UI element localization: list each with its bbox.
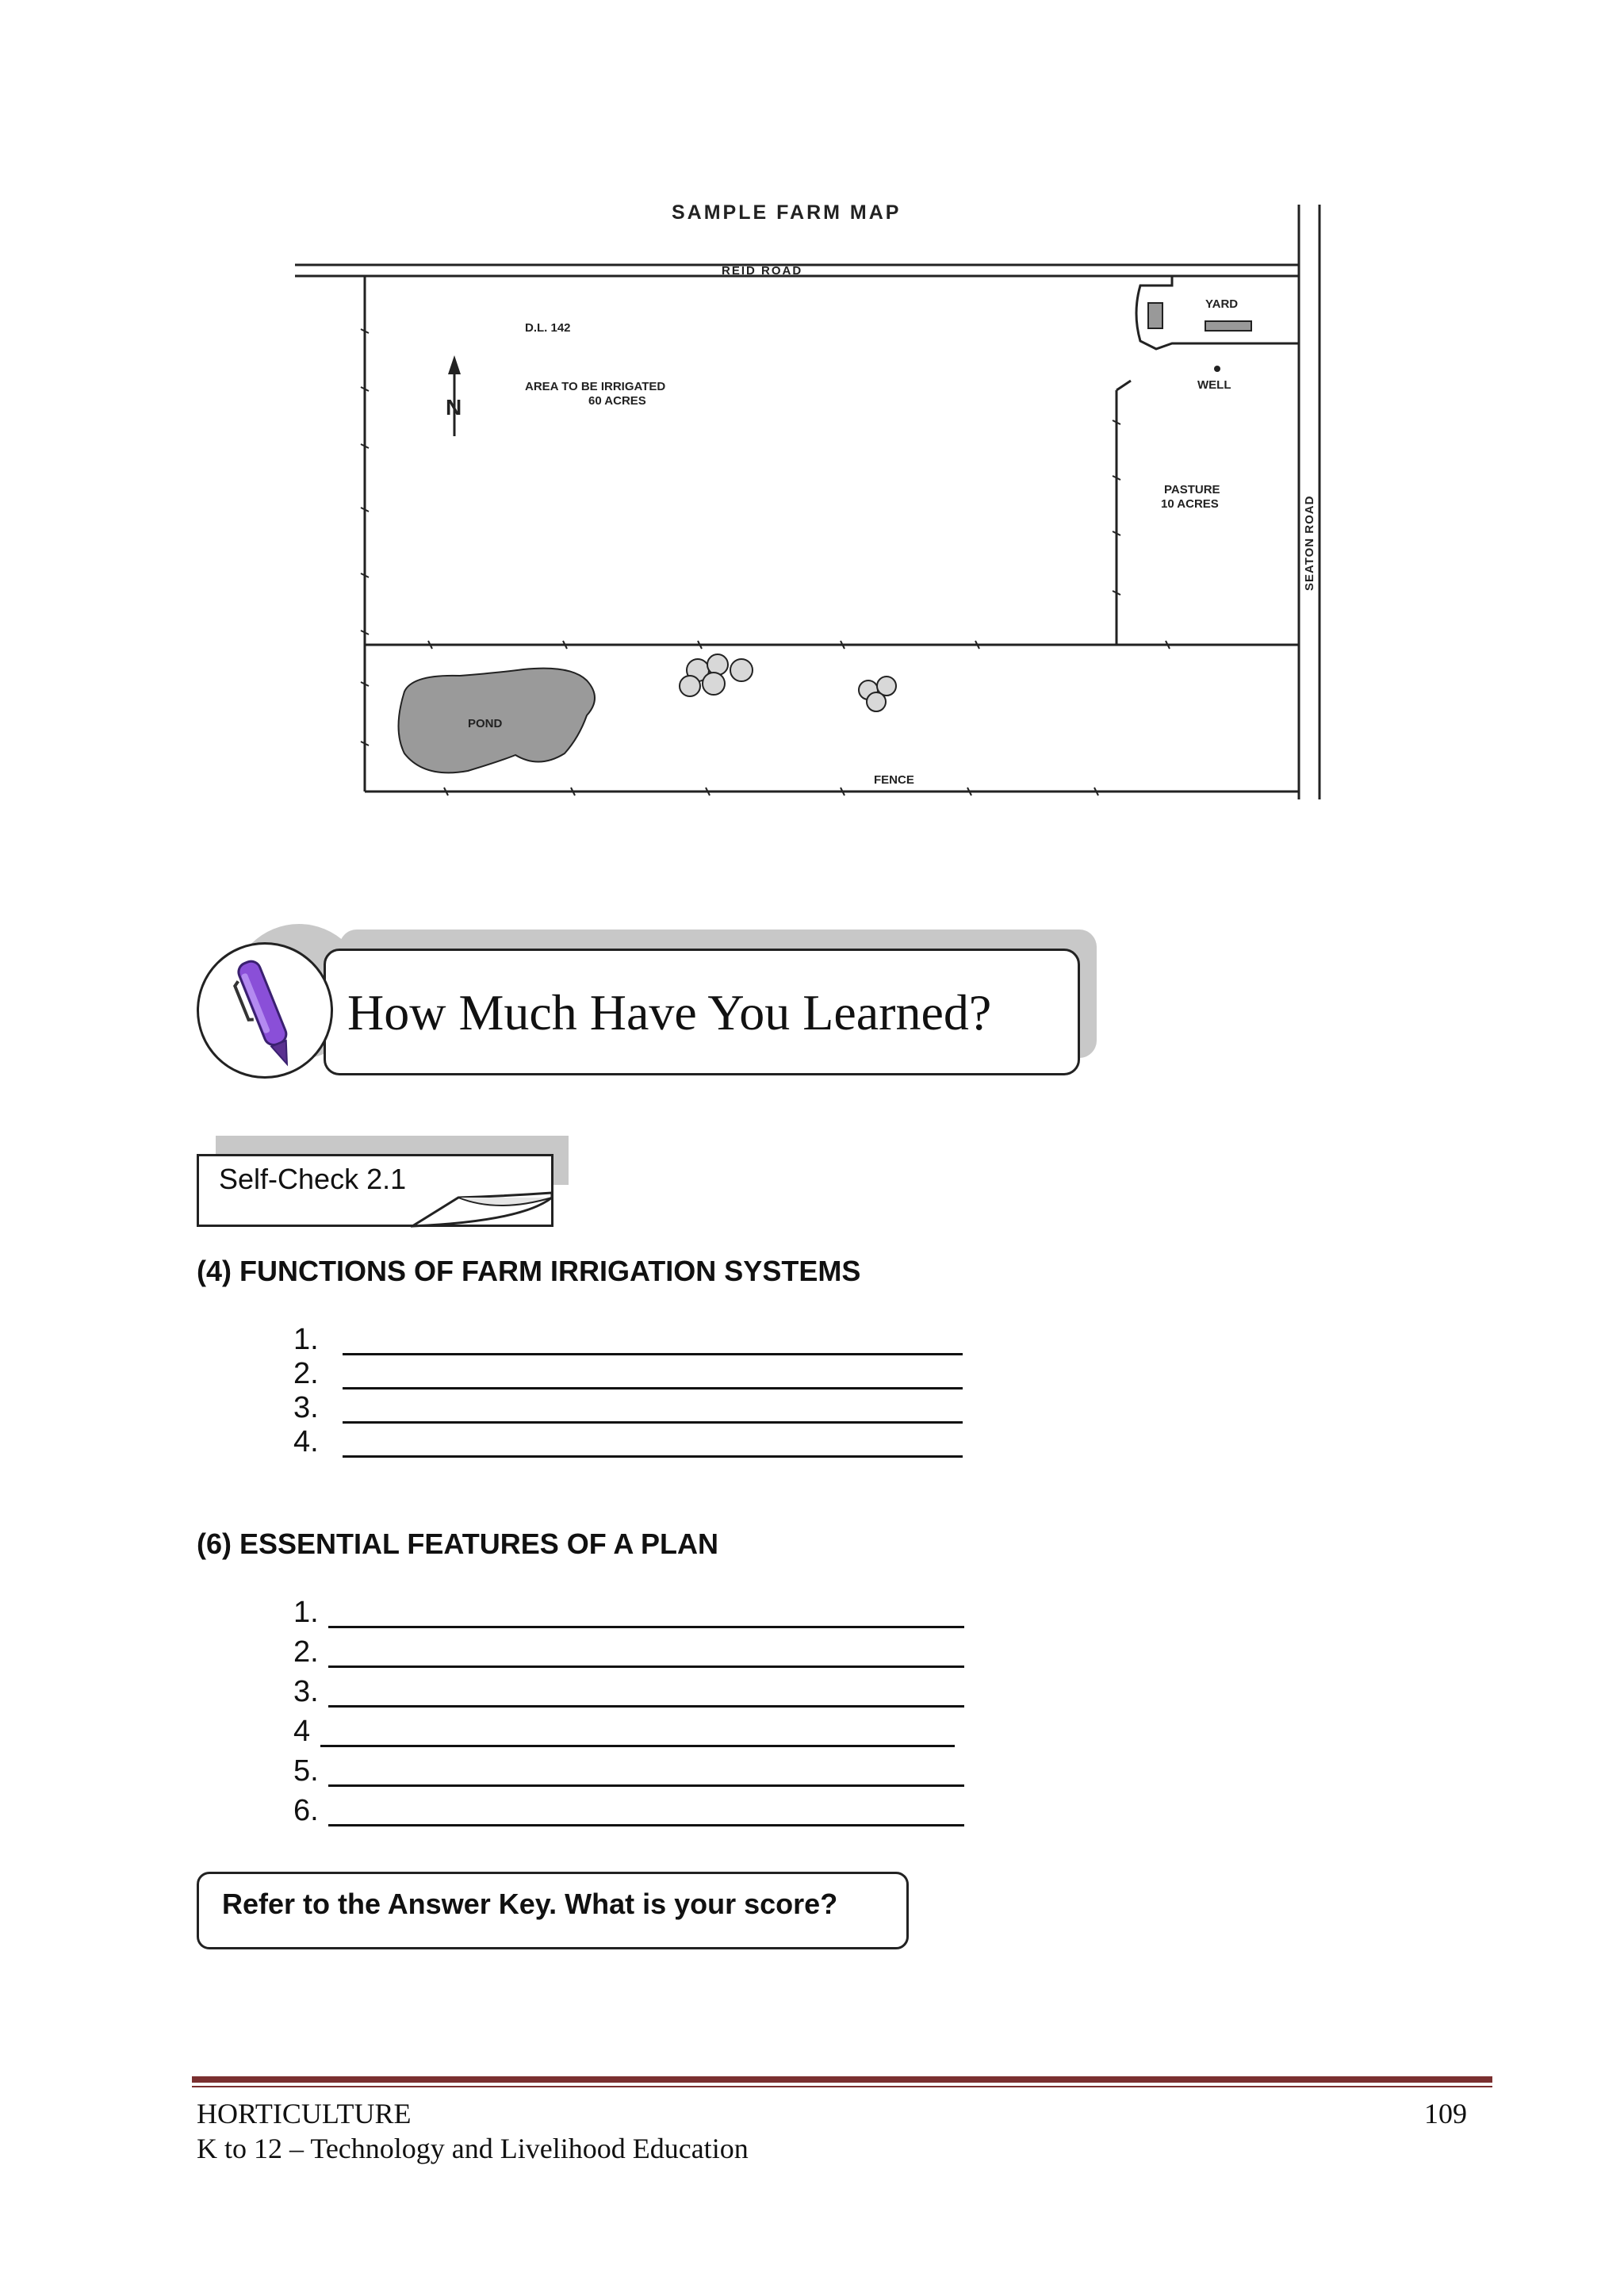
- section2-answer-line[interactable]: [328, 1705, 964, 1708]
- pond-label: POND: [468, 717, 503, 730]
- lot-label: D.L. 142: [525, 321, 571, 335]
- reid-road-label: REID ROAD: [722, 264, 803, 278]
- seaton-road-label: SEATON ROAD: [1303, 495, 1316, 591]
- north-arrow-icon: [446, 355, 462, 436]
- section2-item-number: 1.: [293, 1596, 319, 1629]
- footer-rule-thin: [192, 2086, 1492, 2087]
- pen-icon: [199, 945, 332, 1078]
- section2-item-number: 5.: [293, 1754, 319, 1788]
- section2-heading: (6) ESSENTIAL FEATURES OF A PLAN: [197, 1527, 719, 1560]
- farm-map: [285, 182, 1340, 817]
- section2-answer-line[interactable]: [328, 1626, 964, 1628]
- section2-answer-line[interactable]: [320, 1745, 955, 1747]
- section2-answer-line[interactable]: [328, 1665, 964, 1668]
- page-number: 109: [1424, 2098, 1467, 2129]
- section1-item-number: 4.: [293, 1425, 319, 1458]
- page-curl-icon: [411, 1190, 555, 1229]
- footer-course: K to 12 – Technology and Livelihood Education: [197, 2133, 749, 2164]
- well-marker: [1214, 366, 1220, 372]
- section2-item-number: 3.: [293, 1675, 319, 1708]
- well-label: WELL: [1197, 378, 1231, 392]
- pasture-label-line2: 10 ACRES: [1161, 497, 1219, 511]
- yard-label: YARD: [1205, 297, 1239, 311]
- section2-item-number: 2.: [293, 1635, 319, 1669]
- section2-answer-line[interactable]: [328, 1784, 964, 1787]
- section1-answer-line[interactable]: [343, 1353, 963, 1355]
- section1-answer-line[interactable]: [343, 1455, 963, 1458]
- section2-answer-line[interactable]: [328, 1824, 964, 1826]
- section1-item-number: 1.: [293, 1323, 319, 1356]
- section2-item-number: 6.: [293, 1794, 319, 1827]
- banner-title: How Much Have You Learned?: [347, 984, 992, 1041]
- footer-rule: [192, 2076, 1492, 2083]
- area-label-line2: 60 ACRES: [588, 394, 646, 408]
- answer-key-prompt: Refer to the Answer Key. What is your score?: [222, 1888, 838, 1920]
- section2-item-number: 4: [293, 1715, 311, 1748]
- fence-label: FENCE: [874, 773, 914, 787]
- trees-icon: [680, 654, 896, 711]
- north-label: N: [446, 395, 462, 420]
- self-check-label: Self-Check 2.1: [219, 1163, 407, 1195]
- section1-heading: (4) FUNCTIONS OF FARM IRRIGATION SYSTEMS: [197, 1255, 861, 1287]
- section1-answer-line[interactable]: [343, 1387, 963, 1389]
- section1-answer-line[interactable]: [343, 1421, 963, 1424]
- section1-item-number: 3.: [293, 1391, 319, 1424]
- pasture-label-line1: PASTURE: [1164, 483, 1220, 496]
- pen-icon-circle: [197, 942, 333, 1079]
- footer-subject: HORTICULTURE: [197, 2098, 412, 2129]
- area-label-line1: AREA TO BE IRRIGATED: [525, 380, 666, 393]
- map-title: SAMPLE FARM MAP: [672, 201, 902, 224]
- section1-item-number: 2.: [293, 1357, 319, 1390]
